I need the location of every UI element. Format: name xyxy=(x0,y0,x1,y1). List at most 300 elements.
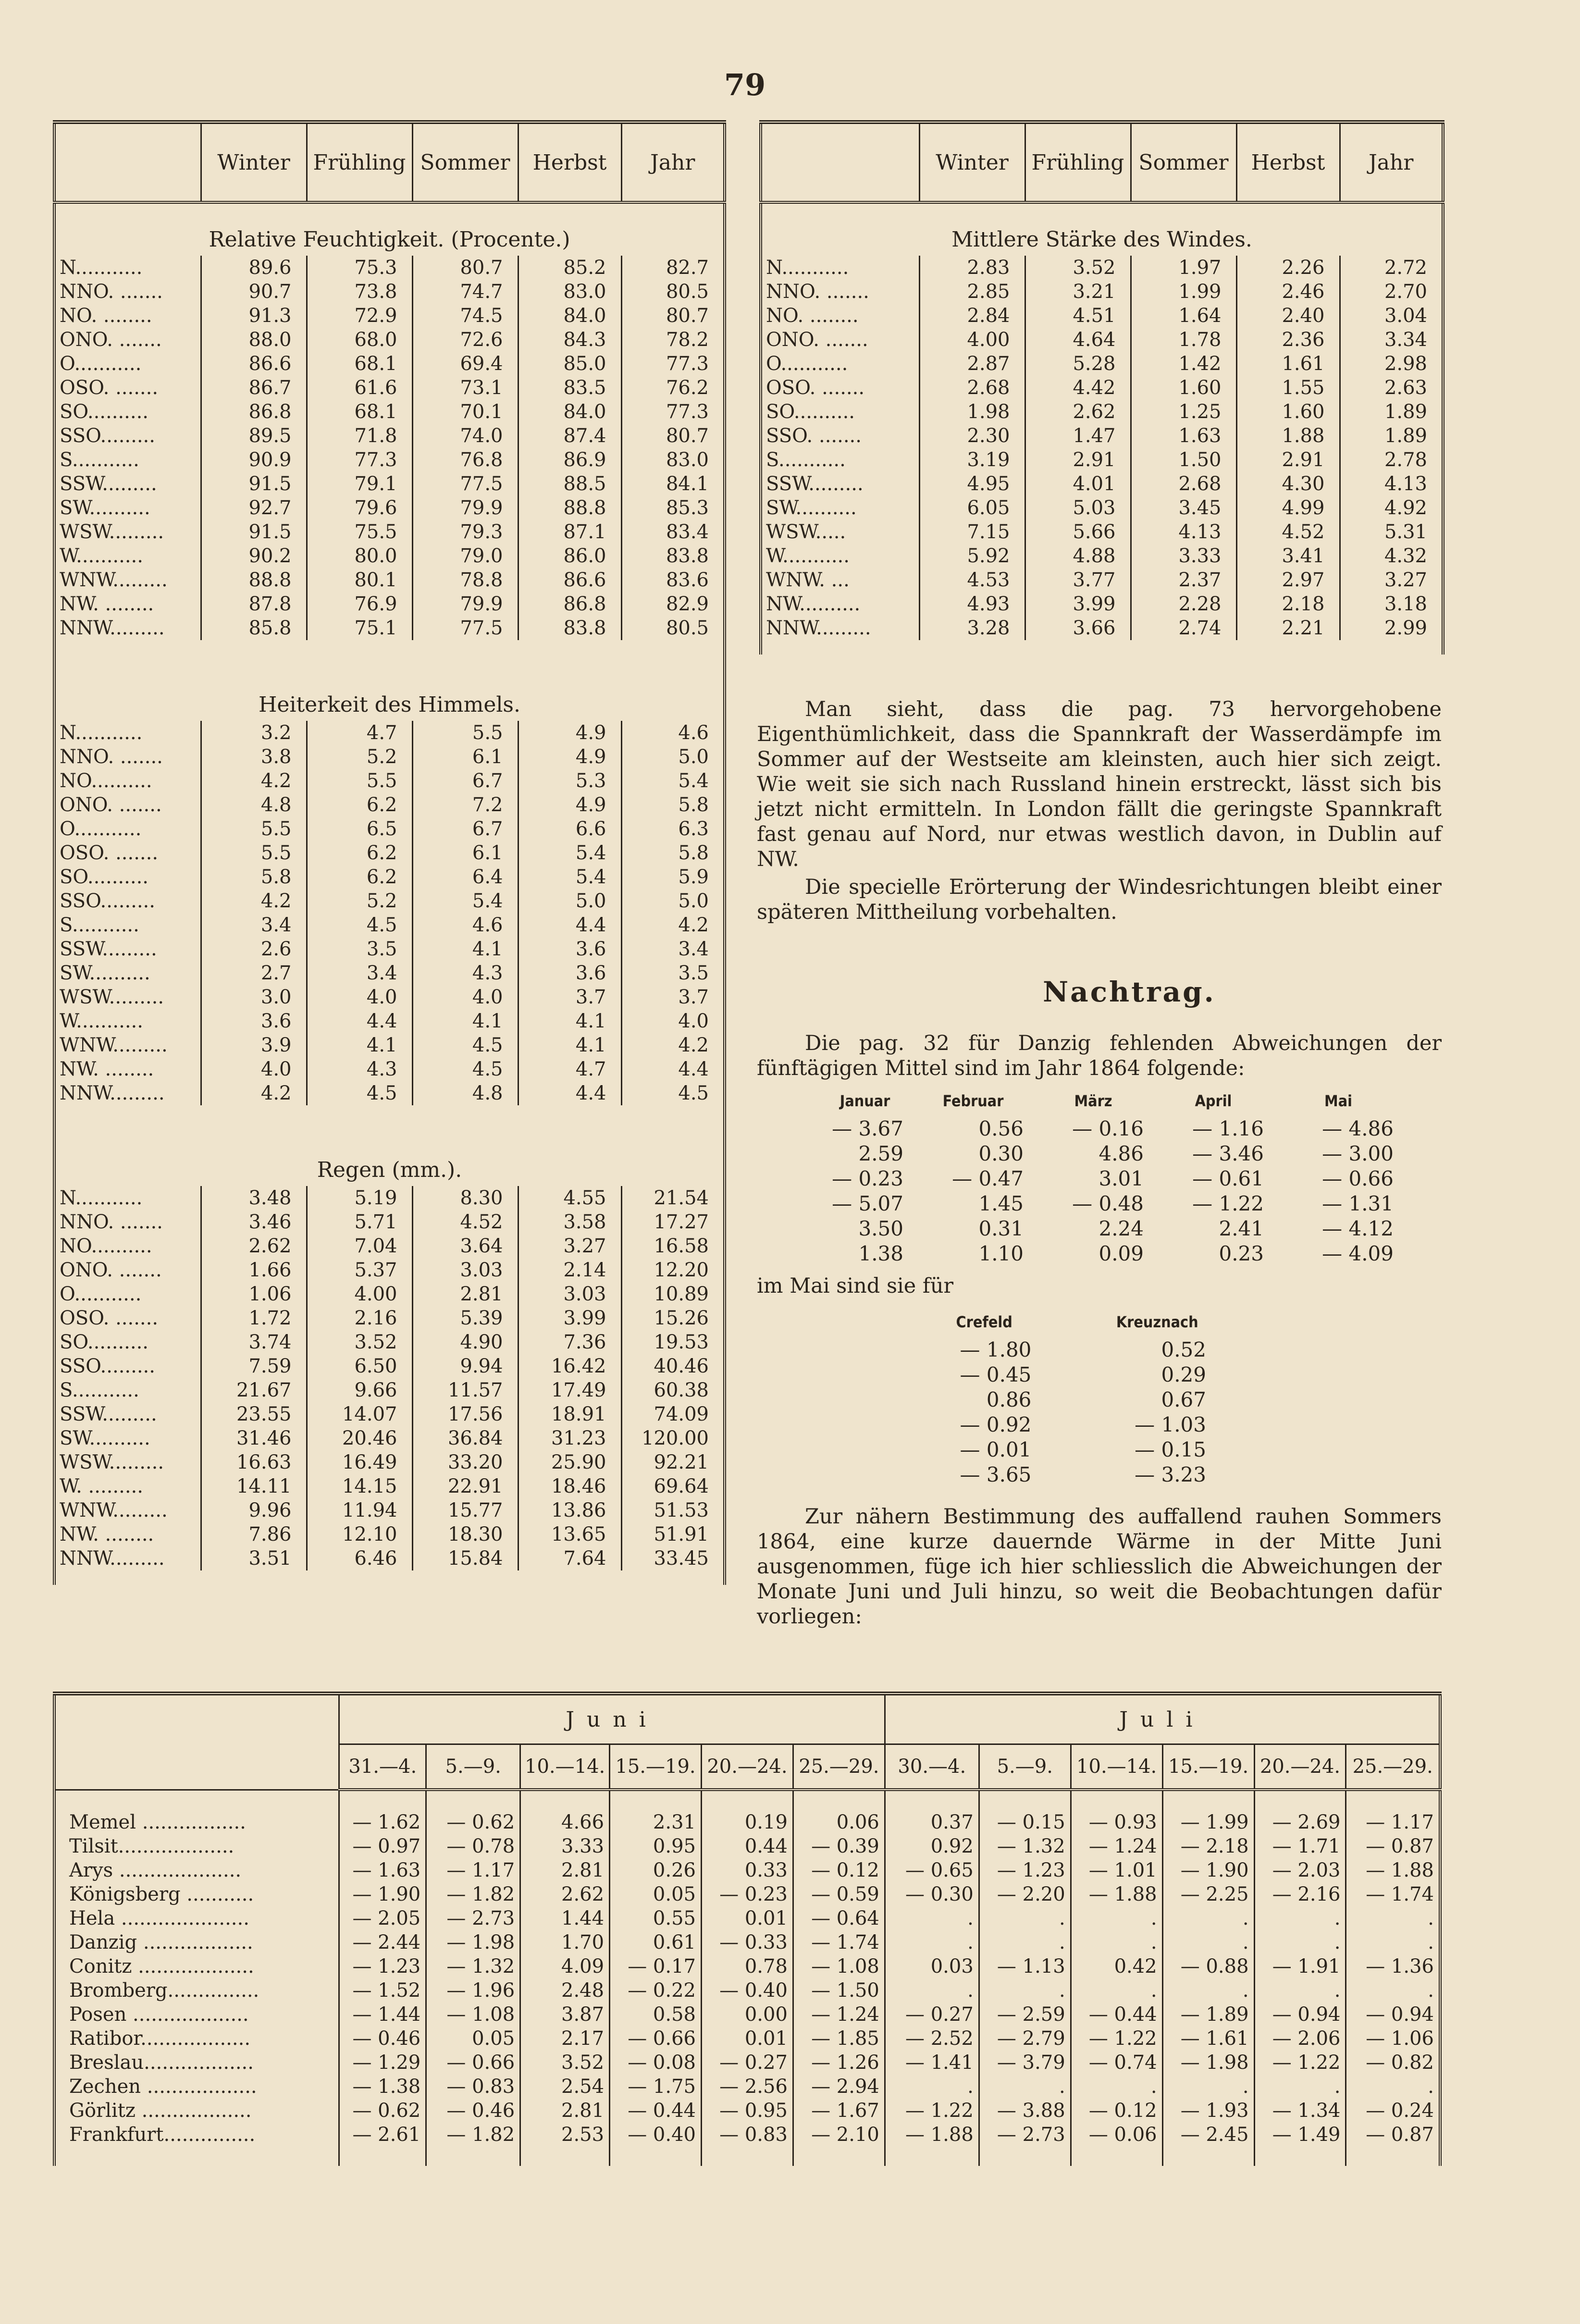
value-cell: 84.0 xyxy=(518,304,621,328)
value-cell: 5.5 xyxy=(201,841,307,865)
direction-label: NO. ........ xyxy=(54,304,201,328)
value-cell: 2.68 xyxy=(1131,472,1236,496)
station-name: Posen ................... xyxy=(54,2003,339,2027)
direction-label: NNW......... xyxy=(761,616,919,640)
value-cell: 6.05 xyxy=(919,496,1025,520)
deviation-cell: 2.81 xyxy=(520,1858,610,1882)
value-cell: 90.2 xyxy=(201,544,307,568)
spacer-cell xyxy=(919,640,1025,655)
value-cell: 4.6 xyxy=(412,913,518,937)
value-cell: 5.19 xyxy=(307,1186,412,1210)
value-cell: 91.5 xyxy=(201,472,307,496)
deviation-cell: — 0.01 xyxy=(960,1437,1032,1461)
deviation-cell: — 4.86 xyxy=(1322,1116,1394,1140)
value-cell: 84.0 xyxy=(518,400,621,424)
value-cell: 3.27 xyxy=(1384,569,1427,591)
deviation-cell: — 2.03 xyxy=(1254,1858,1346,1882)
value-cell: 4.00 xyxy=(307,1282,412,1306)
table-row xyxy=(54,1210,725,1234)
deviation-cell: — 0.12 xyxy=(793,1858,885,1882)
value-cell: 11.57 xyxy=(412,1378,518,1402)
deviation-cell: 2.54 xyxy=(520,2075,610,2099)
section-title xyxy=(54,202,725,256)
value-cell: 5.4 xyxy=(678,770,709,792)
direction-label: WNW......... xyxy=(54,568,201,592)
deviation-cell: 1.38 xyxy=(858,1241,903,1265)
table-row xyxy=(54,616,725,640)
value-cell: 6.4 xyxy=(412,865,518,889)
value-cell: 2.72 xyxy=(1384,257,1427,279)
direction-label: SW.......... xyxy=(54,961,201,985)
value-cell: 3.51 xyxy=(201,1546,307,1570)
value-cell: 4.99 xyxy=(1236,496,1340,520)
deviation-cell: 1.10 xyxy=(978,1241,1024,1265)
value-cell: 5.5 xyxy=(307,769,412,793)
value-cell: 86.6 xyxy=(518,568,621,592)
value-cell: 92.7 xyxy=(201,496,307,520)
direction-label: N........... xyxy=(54,1186,201,1210)
spacer-cell xyxy=(412,640,518,669)
deviation-cell: — 1.22 xyxy=(1071,2027,1162,2051)
gap-cell xyxy=(426,1790,520,1810)
value-cell: 1.25 xyxy=(1131,400,1236,424)
deviation-cell: — 0.97 xyxy=(339,1834,426,1858)
value-cell: 6.3 xyxy=(678,818,709,840)
value-cell: 4.4 xyxy=(678,1058,709,1080)
value-cell: 4.88 xyxy=(1025,544,1131,568)
value-cell: 2.83 xyxy=(919,256,1025,280)
value-cell: 5.0 xyxy=(678,890,709,912)
deviation-cell: — 1.08 xyxy=(426,2003,520,2027)
header-jahr: Jahr xyxy=(621,122,725,202)
header-herbst: Herbst xyxy=(1236,122,1340,202)
value-cell: 79.9 xyxy=(412,496,518,520)
spacer-cell xyxy=(621,640,725,669)
value-cell: 16.63 xyxy=(201,1450,307,1474)
table-row xyxy=(761,328,1443,352)
value-cell: 4.00 xyxy=(919,328,1025,352)
direction-label: SW.......... xyxy=(54,1426,201,1450)
value-cell: 76.9 xyxy=(307,592,412,616)
deviation-cell: — 0.95 xyxy=(701,2099,793,2123)
value-cell: 3.74 xyxy=(201,1330,307,1354)
value-cell: 3.7 xyxy=(678,986,709,1008)
value-cell: 16.42 xyxy=(518,1354,621,1378)
deviation-cell: — 2.16 xyxy=(1254,1882,1346,1906)
deviation-cell: — 1.99 xyxy=(1162,1810,1254,1834)
direction-label: SSW......... xyxy=(54,472,201,496)
header-gap xyxy=(54,1790,1440,1810)
value-cell: 83.4 xyxy=(666,521,709,543)
deviation-cell: . xyxy=(979,1930,1071,1954)
deviation-cell: 0.23 xyxy=(1219,1241,1264,1265)
period-header: 5.—9. xyxy=(979,1744,1071,1790)
deviation-cell: — 0.24 xyxy=(1366,2100,1434,2122)
value-cell: 6.46 xyxy=(307,1546,412,1570)
value-cell: 1.06 xyxy=(201,1282,307,1306)
value-cell: 3.21 xyxy=(1025,280,1131,304)
value-cell: 60.38 xyxy=(654,1379,709,1401)
direction-label: WSW..... xyxy=(761,520,919,544)
value-cell: 68.1 xyxy=(307,352,412,376)
value-cell: 4.42 xyxy=(1025,376,1131,400)
value-cell: 1.60 xyxy=(1131,376,1236,400)
deviation-cell: — 0.15 xyxy=(979,1810,1071,1834)
station-name: Frankfurt............... xyxy=(54,2123,339,2147)
table-row xyxy=(761,424,1443,448)
deviation-cell: — 1.90 xyxy=(339,1882,426,1906)
station-name: Memel ................. xyxy=(54,1810,339,1834)
value-cell: 4.1 xyxy=(518,1009,621,1033)
value-cell: 79.9 xyxy=(412,592,518,616)
table-row xyxy=(761,400,1443,424)
value-cell: 2.91 xyxy=(1025,448,1131,472)
value-cell: 3.9 xyxy=(201,1033,307,1057)
value-cell: 90.9 xyxy=(201,448,307,472)
value-cell: 1.50 xyxy=(1131,448,1236,472)
station-row xyxy=(54,1954,1440,1978)
value-cell: 2.28 xyxy=(1131,592,1236,616)
value-cell: 80.5 xyxy=(666,281,709,303)
deviation-cell: 0.92 xyxy=(885,1834,979,1858)
value-cell: 7.86 xyxy=(201,1522,307,1546)
deviation-cell: — 1.85 xyxy=(793,2027,885,2051)
deviation-cell: — 0.46 xyxy=(339,2027,426,2051)
deviation-cell: — 2.20 xyxy=(979,1882,1071,1906)
value-cell: 4.6 xyxy=(678,722,709,744)
station-name: Bromberg............... xyxy=(54,1978,339,2003)
header-winter: Winter xyxy=(919,122,1025,202)
gap-cell xyxy=(979,2147,1071,2166)
value-cell: 2.87 xyxy=(919,352,1025,376)
spacer-cell xyxy=(54,1105,201,1134)
period-header: 25.—29. xyxy=(1346,1744,1440,1790)
deviation-cell: — 2.44 xyxy=(339,1930,426,1954)
value-cell: 79.0 xyxy=(412,544,518,568)
direction-label: N........... xyxy=(54,256,201,280)
deviation-cell: 1.44 xyxy=(520,1906,610,1930)
period-header: 10.—14. xyxy=(1071,1744,1162,1790)
header-sommer: Sommer xyxy=(1131,122,1236,202)
value-cell: 74.09 xyxy=(654,1403,709,1425)
deviation-cell: 0.86 xyxy=(986,1387,1032,1411)
spacer-cell xyxy=(307,1105,412,1134)
table-row xyxy=(54,937,725,961)
section-spacer xyxy=(54,640,725,669)
deviation-cell: 1.70 xyxy=(520,1930,610,1954)
deviation-cell: 2.48 xyxy=(520,1978,610,2003)
station-row xyxy=(927,1437,1273,1462)
value-cell: 33.45 xyxy=(654,1547,709,1570)
period-header: 30.—4. xyxy=(885,1744,979,1790)
gap-cell xyxy=(979,1790,1071,1810)
station-row xyxy=(54,2051,1440,2075)
section-spacer xyxy=(761,640,1443,655)
value-cell: 5.4 xyxy=(518,865,621,889)
deviation-cell: — 0.61 xyxy=(1192,1166,1264,1190)
value-cell: 1.72 xyxy=(201,1306,307,1330)
deviation-cell: — 0.66 xyxy=(1322,1166,1394,1190)
value-cell: 4.13 xyxy=(1131,520,1236,544)
direction-label: SSW......... xyxy=(54,1402,201,1426)
deviation-cell: 2.59 xyxy=(858,1141,903,1165)
deviation-cell: — 1.89 xyxy=(1162,2003,1254,2027)
nachtrag-heading: Nachtrag. xyxy=(1043,976,1216,1008)
deviation-cell: — 0.12 xyxy=(1071,2099,1162,2123)
deviation-cell: 0.58 xyxy=(610,2003,702,2027)
deviation-cell: . xyxy=(1254,2075,1346,2099)
deviation-cell: 0.78 xyxy=(701,1954,793,1978)
table-row xyxy=(761,568,1443,592)
value-cell: 82.9 xyxy=(666,593,709,615)
section-title xyxy=(54,669,725,721)
deviation-cell: 0.01 xyxy=(701,1906,793,1930)
value-cell: 1.47 xyxy=(1025,424,1131,448)
deviation-cell: 0.06 xyxy=(793,1810,885,1834)
direction-label: OSO. ....... xyxy=(761,376,919,400)
deviation-cell: — 0.45 xyxy=(960,1362,1032,1386)
value-cell: 22.91 xyxy=(412,1474,518,1498)
value-cell: 2.81 xyxy=(412,1282,518,1306)
value-cell: 75.5 xyxy=(307,520,412,544)
value-cell: 14.07 xyxy=(307,1402,412,1426)
direction-label: SW.......... xyxy=(761,496,919,520)
table-row xyxy=(761,304,1443,328)
value-cell: 7.36 xyxy=(518,1330,621,1354)
deviation-cell: — 2.73 xyxy=(979,2123,1071,2147)
deviation-cell: — 1.52 xyxy=(339,1978,426,2003)
value-cell: 87.4 xyxy=(518,424,621,448)
value-cell: 77.5 xyxy=(412,472,518,496)
deviation-cell: — 0.66 xyxy=(610,2027,702,2051)
deviation-cell: 0.42 xyxy=(1071,1954,1162,1978)
value-cell: 77.3 xyxy=(666,401,709,423)
value-cell: 4.9 xyxy=(518,721,621,745)
value-cell: 2.62 xyxy=(1025,400,1131,424)
station-header-blank xyxy=(54,1694,339,1790)
deviation-cell: . xyxy=(1254,1906,1346,1930)
gap-cell xyxy=(1346,2147,1440,2166)
deviation-cell: 2.53 xyxy=(520,2123,610,2147)
danzig-row xyxy=(817,1116,1403,1141)
section-title xyxy=(54,1134,725,1186)
deviation-cell: — 0.30 xyxy=(885,1882,979,1906)
deviation-cell: . xyxy=(979,2075,1071,2099)
direction-label: NNW......... xyxy=(54,1546,201,1570)
deviation-cell: — 1.03 xyxy=(1135,1412,1206,1436)
deviation-cell: — 3.65 xyxy=(960,1462,1032,1486)
deviation-cell: — 1.31 xyxy=(1322,1191,1394,1215)
deviation-cell: — 1.13 xyxy=(979,1954,1071,1978)
value-cell: 2.97 xyxy=(1236,568,1340,592)
value-cell: 3.46 xyxy=(201,1210,307,1234)
paragraph-2: Die specielle Erörterung der Windesrichtungen bleibt einer späteren Mittheilung vorbehalten. xyxy=(757,875,1442,924)
deviation-cell: 1.45 xyxy=(978,1191,1024,1215)
gap-cell xyxy=(520,1790,610,1810)
period-header: 20.—24. xyxy=(1254,1744,1346,1790)
deviation-cell: — 0.64 xyxy=(793,1906,885,1930)
value-cell: 2.99 xyxy=(1384,617,1427,639)
station-name: Hela ..................... xyxy=(54,1906,339,1930)
gap-cell xyxy=(1254,1790,1346,1810)
table-row xyxy=(54,448,725,472)
value-cell: 76.2 xyxy=(666,377,709,399)
value-cell: 5.28 xyxy=(1025,352,1131,376)
deviation-cell: — 0.87 xyxy=(1366,1835,1434,1857)
station-header: Crefeld xyxy=(956,1313,1012,1331)
value-cell: 3.45 xyxy=(1131,496,1236,520)
station-name: Königsberg ........... xyxy=(54,1882,339,1906)
value-cell: 91.5 xyxy=(201,520,307,544)
direction-label: S........... xyxy=(54,913,201,937)
wind-strength-table xyxy=(759,120,1444,655)
station-row xyxy=(54,1882,1440,1906)
value-cell: 4.13 xyxy=(1384,473,1427,495)
deviation-cell: 0.05 xyxy=(610,1882,702,1906)
value-cell: 4.5 xyxy=(412,1033,518,1057)
deviation-cell: . xyxy=(1162,1930,1254,1954)
table-row xyxy=(54,1234,725,1258)
value-cell: 5.0 xyxy=(678,746,709,768)
header-winter: Winter xyxy=(201,122,307,202)
station-row xyxy=(54,2003,1440,2027)
danzig-row xyxy=(817,1141,1403,1166)
deviation-cell: — 1.49 xyxy=(1254,2123,1346,2147)
deviation-cell: — 2.59 xyxy=(979,2003,1071,2027)
value-cell: 4.7 xyxy=(518,1057,621,1081)
direction-label: O........... xyxy=(54,1282,201,1306)
value-cell: 1.78 xyxy=(1131,328,1236,352)
value-cell: 79.1 xyxy=(307,472,412,496)
value-cell: 72.9 xyxy=(307,304,412,328)
table-row xyxy=(54,1330,725,1354)
value-cell: 3.64 xyxy=(412,1234,518,1258)
danzig-row xyxy=(817,1241,1403,1266)
value-cell: 3.27 xyxy=(518,1234,621,1258)
deviation-cell: 3.01 xyxy=(1099,1166,1144,1190)
deviation-cell: — 0.27 xyxy=(885,2003,979,2027)
station-row xyxy=(927,1387,1273,1412)
page-number: 79 xyxy=(724,67,766,102)
direction-label: N........... xyxy=(54,721,201,745)
table-row xyxy=(54,1258,725,1282)
deviation-cell: — 2.61 xyxy=(339,2123,426,2147)
value-cell: 3.4 xyxy=(201,913,307,937)
station-row xyxy=(927,1337,1273,1362)
spacer-cell xyxy=(412,1105,518,1134)
deviation-cell: — 4.09 xyxy=(1322,1241,1394,1265)
closing-paragraph xyxy=(757,1504,1442,1632)
station-row xyxy=(54,1858,1440,1882)
value-cell: 15.77 xyxy=(412,1498,518,1522)
deviation-cell: . xyxy=(1071,1906,1162,1930)
value-cell: 4.4 xyxy=(518,1081,621,1105)
value-cell: 2.63 xyxy=(1384,377,1427,399)
commentary-text xyxy=(757,697,1442,927)
value-cell: 4.64 xyxy=(1025,328,1131,352)
gap-cell xyxy=(701,1790,793,1810)
value-cell: 75.3 xyxy=(307,256,412,280)
value-cell: 5.71 xyxy=(307,1210,412,1234)
table-row xyxy=(54,376,725,400)
station-header: Kreuznach xyxy=(1116,1313,1198,1331)
table-row xyxy=(54,520,725,544)
value-cell: 85.8 xyxy=(201,616,307,640)
deviation-cell: . xyxy=(1071,2075,1162,2099)
direction-label: WNW......... xyxy=(54,1033,201,1057)
value-cell: 3.6 xyxy=(518,937,621,961)
mai-label xyxy=(757,1273,1141,1298)
direction-label: WSW......... xyxy=(54,1450,201,1474)
value-cell: 76.8 xyxy=(412,448,518,472)
value-cell: 86.8 xyxy=(201,400,307,424)
value-cell: 3.52 xyxy=(1025,256,1131,280)
value-cell: 80.1 xyxy=(307,568,412,592)
spacer-cell xyxy=(201,1570,307,1585)
value-cell: 80.0 xyxy=(307,544,412,568)
deviation-cell: 3.50 xyxy=(858,1216,903,1240)
gap-cell xyxy=(1162,1790,1254,1810)
direction-label: SO.......... xyxy=(54,865,201,889)
header-row xyxy=(761,122,1443,202)
deviation-cell: — 0.27 xyxy=(701,2051,793,2075)
value-cell: 88.8 xyxy=(201,568,307,592)
value-cell: 120.00 xyxy=(642,1427,709,1449)
deviation-cell: . xyxy=(1162,2075,1254,2099)
gap-cell xyxy=(339,1790,426,1810)
value-cell: 36.84 xyxy=(412,1426,518,1450)
value-cell: 17.27 xyxy=(654,1211,709,1233)
spacer-cell xyxy=(621,1105,725,1134)
value-cell: 7.64 xyxy=(518,1546,621,1570)
table-row xyxy=(54,400,725,424)
spacer-cell xyxy=(518,640,621,669)
section-spacer xyxy=(54,1105,725,1134)
value-cell: 5.8 xyxy=(678,794,709,816)
deviation-cell: — 0.66 xyxy=(426,2051,520,2075)
deviation-cell: — 1.32 xyxy=(979,1834,1071,1858)
value-cell: 2.30 xyxy=(919,424,1025,448)
table-row xyxy=(54,1474,725,1498)
deviation-cell: — 2.56 xyxy=(701,2075,793,2099)
deviation-cell: 2.62 xyxy=(520,1882,610,1906)
value-cell: 4.93 xyxy=(919,592,1025,616)
value-cell: 5.31 xyxy=(1384,521,1427,543)
spacer-cell xyxy=(518,1105,621,1134)
deviation-cell: — 0.94 xyxy=(1366,2003,1434,2026)
value-cell: 70.1 xyxy=(412,400,518,424)
value-cell: 2.74 xyxy=(1131,616,1236,640)
spacer-cell xyxy=(518,1570,621,1585)
period-header: 15.—19. xyxy=(610,1744,702,1790)
station-name: Tilsit................... xyxy=(54,1834,339,1858)
value-cell: 2.16 xyxy=(307,1306,412,1330)
value-cell: 85.3 xyxy=(666,497,709,519)
deviation-cell: — 2.25 xyxy=(1162,1882,1254,1906)
value-cell: 4.01 xyxy=(1025,472,1131,496)
value-cell: 4.7 xyxy=(307,721,412,745)
table-row xyxy=(54,1426,725,1450)
direction-label: NW. ........ xyxy=(54,592,201,616)
value-cell: 4.92 xyxy=(1384,497,1427,519)
value-cell: 1.97 xyxy=(1131,256,1236,280)
deviation-cell: — 1.90 xyxy=(1162,1858,1254,1882)
crefeld-kreuznach-table xyxy=(927,1307,1273,1487)
table-row xyxy=(54,1378,725,1402)
paragraph-1: Man sieht, dass die pag. 73 hervorgehobene Eigenthümlichkeit, dass die Spannkraft der Wasserdämpfe im Sommer auf der Westseite am kleinsten, auch hier sich zeigt. Wie weit sie sich nach Russland hinein erstreckt, lässt sich bis jetzt nicht ermitteln. In London fällt die geringste Spannkraft fast genau auf Nord, nur etwas westlich davon, in Dublin auf NW. xyxy=(757,697,1442,871)
value-cell: 2.62 xyxy=(201,1234,307,1258)
direction-label: NW. ........ xyxy=(54,1057,201,1081)
